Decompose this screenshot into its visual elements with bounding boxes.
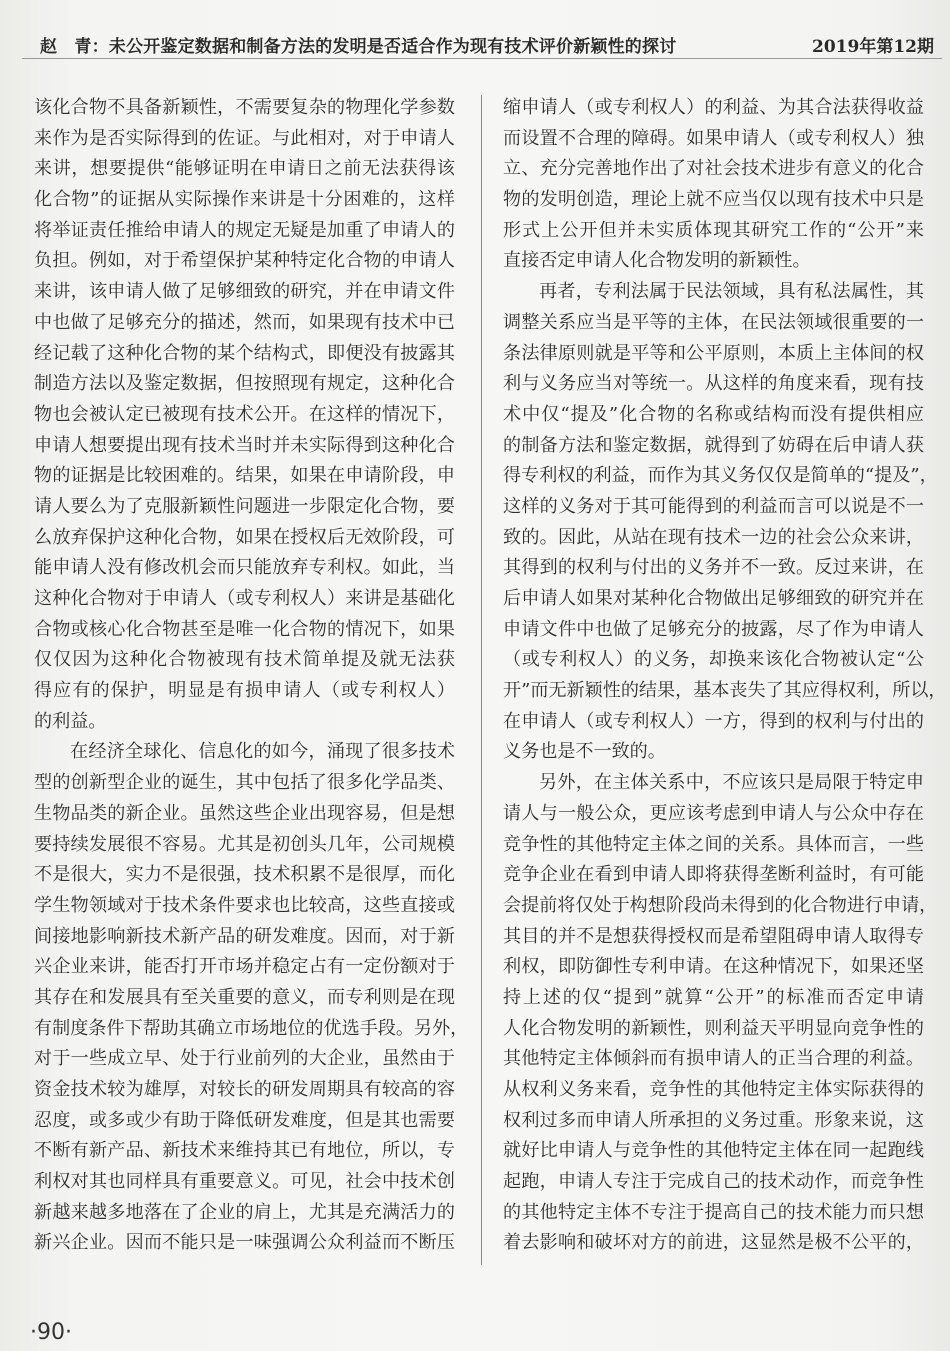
text-line: 利权对其也同样具有重要意义。可见，社会中技术创 xyxy=(34,1171,455,1193)
text-line: 这种化合物对于申请人（或专利权人）来讲是基础化 xyxy=(34,588,455,609)
text-line: 着去影响和破坏对方的前进，这显然是极不公平的， xyxy=(503,1232,924,1254)
running-title: 赵 青：未公开鉴定数据和制备方法的发明是否适合作为现有技术评价新颖性的探讨 xyxy=(40,37,677,57)
text-line: 对于一些成立早、处于行业前列的大企业，虽然由于 xyxy=(34,1048,455,1070)
text-line: 有制度条件下帮助其确立市场地位的优选手段。另外， xyxy=(34,1017,469,1039)
text-line: 起跑，申请人专注于完成自己的技术动作，而竞争性 xyxy=(503,1171,924,1193)
text-line: 申请人想要提出现有技术当时并未实际得到这种化合 xyxy=(34,434,455,456)
text-line: 另外，在主体关系中，不应该只是局限于特定申 xyxy=(539,772,924,794)
page-number: ·90· xyxy=(30,1320,72,1345)
text-line: 立、充分完善地作出了对社会技术进步有意义的化合 xyxy=(503,158,924,180)
text-line: 忍度，或多或少有助于降低研发难度，但是其也需要 xyxy=(34,1109,455,1131)
text-line: 申请文件中也做了足够充分的披露，尽了作为申请人 xyxy=(503,618,924,640)
text-line: 中也做了足够充分的描述，然而，如果现有技术中已 xyxy=(34,311,455,333)
text-line: 不是很大，实力不是很强，技术积累不是很厚，而化 xyxy=(34,864,455,886)
text-line: 型的创新型企业的诞生，其中包括了很多化学品类、 xyxy=(34,772,455,794)
text-line: 其他特定主体倾斜而有损申请人的正当合理的利益。 xyxy=(503,1048,924,1070)
text-line: 直接否定申请人化合物发明的新颖性。 xyxy=(503,250,811,272)
text-line: 兴企业来讲，能否打开市场并稳定占有一定份额对于 xyxy=(34,956,455,978)
paragraph xyxy=(503,93,924,277)
text-line: 来讲，想要提供“能够证明在申请日之前无法获得该 xyxy=(34,158,455,180)
text-line: 形式上公开但并未实质体现其研究工作的“公开”来 xyxy=(503,219,924,241)
text-line: 的利益。 xyxy=(34,710,107,732)
text-line: 间接地影响新技术新产品的研发难度。因而，对于新 xyxy=(34,925,455,947)
text-line: 经记载了这种化合物的某个结构式，即便没有披露其 xyxy=(34,342,455,364)
text-line: 新兴企业。因而不能只是一味强调公众利益而不断压 xyxy=(34,1232,455,1254)
text-line: 就好比申请人与竞争性的其他特定主体在同一起跑线 xyxy=(503,1140,924,1162)
text-line: 能申请人没有修改机会而只能放弃专利权。如此，当 xyxy=(34,557,455,579)
text-line: 在申请人（或专利权人）一方，得到的权利与付出的 xyxy=(503,710,924,732)
paragraph xyxy=(34,93,455,737)
text-line: 负担。例如，对于希望保护某种特定化合物的申请人 xyxy=(34,250,455,272)
text-line: 要持续发展很不容易。尤其是初创头几年，公司规模 xyxy=(34,833,455,855)
paragraph xyxy=(503,768,938,1259)
text-line: 条法律原则就是平等和公平原则，本质上主体间的权 xyxy=(503,342,924,364)
text-line: 么放弃保护这种化合物，如果在授权后无效阶段，可 xyxy=(34,526,455,548)
text-line: 物的发明创造，理论上就不应当仅以现有技术中只是 xyxy=(503,189,924,211)
text-line: 该化合物不具备新颖性，不需要复杂的物理化学参数 xyxy=(34,97,455,118)
header-rule xyxy=(22,58,942,59)
text-line: 持上述的仅“提到”就算“公开”的标准而否定申请 xyxy=(503,986,924,1008)
text-line: 后申请人如果对某种化合物做出足够细致的研究并在 xyxy=(503,588,924,609)
text-line: 来作为是否实际得到的佐证。与此相对，对于申请人 xyxy=(34,127,455,149)
text-line: 制造方法以及鉴定数据，但按照现有规定，这种化合 xyxy=(34,373,455,395)
text-line: 开”而无新颖性的结果，基本丧失了其应得权利，所以， xyxy=(503,680,947,702)
text-line: 义务也是不一致的。 xyxy=(503,741,666,763)
text-line: 不断有新产品、新技术来维持其已有地位，所以，专 xyxy=(34,1140,455,1162)
text-line: 请人要么为了克服新颖性问题进一步限定化合物，要 xyxy=(34,495,455,517)
text-line: 权利过多而申请人所承担的义务过重。形象来说，这 xyxy=(503,1109,924,1131)
text-line: 在经济全球化、信息化的如今，涌现了很多技术 xyxy=(70,741,455,763)
text-line: 学生物领域对于技术条件要求也比较高，这些直接或 xyxy=(34,894,455,916)
text-line: 术中仅“提及”化合物的名称或结构而没有提供相应 xyxy=(503,403,924,425)
text-line: 请人与一般公众，更应该考虑到申请人与公众中存在 xyxy=(503,802,924,824)
text-line: 人化合物发明的新颖性，则利益天平明显向竞争性的 xyxy=(503,1017,924,1039)
text-line: 其得到的权利与付出的义务并不一致。反过来讲，在 xyxy=(503,557,924,579)
text-line: 缩申请人（或专利权人）的利益、为其合法获得收益 xyxy=(503,97,924,118)
text-line: 利与义务应当对等统一。从这样的角度来看，现有技 xyxy=(503,373,924,395)
text-line: 竞争企业在看到申请人即将获得垄断利益时，有可能 xyxy=(503,864,924,886)
text-line: 的制备方法和鉴定数据，就得到了妨碍在后申请人获 xyxy=(503,434,924,456)
text-line: 竞争性的其他特定主体之间的关系。具体而言，一些 xyxy=(503,833,924,855)
column-divider xyxy=(481,95,482,1265)
left-column xyxy=(34,93,469,1259)
text-line: 得应有的保护，明显是有损申请人（或专利权人） xyxy=(34,680,455,702)
text-line: 合物或核心化合物甚至是唯一化合物的情况下，如果 xyxy=(34,618,455,640)
paragraph xyxy=(503,277,947,768)
text-line: 调整关系应当是平等的主体，在民法领域很重要的一 xyxy=(503,311,924,333)
text-line: 会提前将仅处于构想阶段尚未得到的化合物进行申请， xyxy=(503,894,938,916)
text-line: 化合物”的证据从实际操作来讲是十分困难的，这样 xyxy=(34,189,455,211)
text-line: 资金技术较为雄厚，对较长的研发周期具有较高的容 xyxy=(34,1079,455,1100)
paragraph xyxy=(34,737,469,1259)
issue-label: 2019年第12期 xyxy=(812,37,934,57)
text-line: 其目的并不是想获得授权而是希望阻碍申请人取得专 xyxy=(503,925,924,947)
text-line: 得专利权的利益，而作为其义务仅仅是简单的“提及”， xyxy=(503,465,938,487)
text-line: 新越来越多地落在了企业的肩上，尤其是充满活力的 xyxy=(34,1201,455,1223)
text-line: 仅仅因为这种化合物被现有技术简单提及就无法获 xyxy=(34,649,455,671)
text-line: （或专利权人）的义务，却换来该化合物被认定“公 xyxy=(503,649,924,671)
text-line: 再者，专利法属于民法领域，具有私法属性，其 xyxy=(539,281,924,303)
text-line: 其存在和发展具有至关重要的意义，而专利则是在现 xyxy=(34,986,455,1008)
text-line: 将举证责任推给申请人的规定无疑是加重了申请人的 xyxy=(34,219,455,241)
text-line: 物的证据是比较困难的。结果，如果在申请阶段，申 xyxy=(34,465,455,487)
text-line: 的其他特定主体不专注于提高自己的技术能力而只想 xyxy=(503,1201,924,1223)
text-line: 致的。因此，从站在现有技术一边的社会公众来讲， xyxy=(503,526,924,548)
text-line: 来讲，该申请人做了足够细致的研究，并在申请文件 xyxy=(34,281,455,303)
text-line: 而设置不合理的障碍。如果申请人（或专利权人）独 xyxy=(503,127,924,149)
running-header xyxy=(0,30,950,58)
right-column xyxy=(503,93,947,1259)
text-line: 物也会被认定已被现有技术公开。在这样的情况下， xyxy=(34,403,455,425)
text-line: 利权，即防御性专利申请。在这种情况下，如果还坚 xyxy=(503,956,924,978)
text-line: 从权利义务来看，竞争性的其他特定主体实际获得的 xyxy=(503,1079,924,1100)
text-line: 这样的义务对于其可能得到的利益而言可以说是不一 xyxy=(503,495,924,517)
text-line: 生物品类的新企业。虽然这些企业出现容易，但是想 xyxy=(34,802,455,824)
